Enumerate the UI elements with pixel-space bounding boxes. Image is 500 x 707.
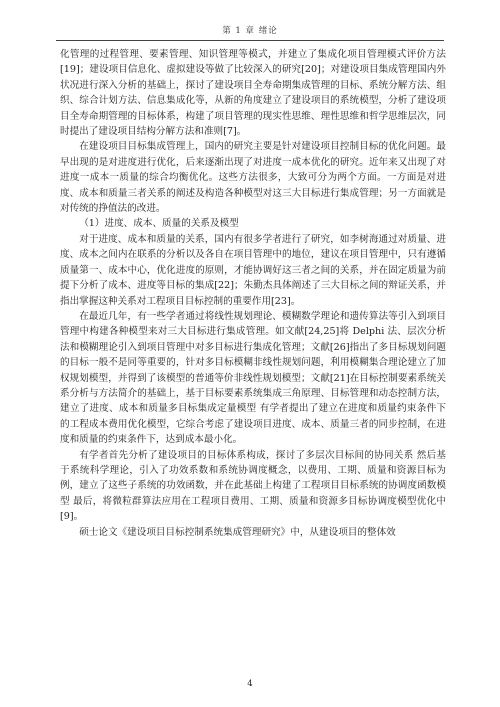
body-text (60, 47, 446, 540)
paragraph-5: 有学者首先分析了建设项目的目标体系构成，探讨了多层次目标间的协同关系 然后基于系统科学理论，引入了功效系数和系统协调度概念，以费用、工期、质量和资源目标为例，建立了这些子系统的功效函数，并在此基础上构建了工程项目目标系统的协调度函数模型 最后，将微粒群算法应用在工程项目费用、工期、质量和资源多目标协调度模型优化中[9]。 (60, 449, 446, 523)
paragraph-6: 硕士论文《建设项目目标控制系统集成管理研究》中，从建设项目的整体效 (79, 526, 396, 538)
header-rule (56, 40, 444, 41)
running-header: 第 1 章 绪论 (222, 26, 278, 36)
paragraph-1: 化管理的过程管理、要素管理、知识管理等模式，并建立了集成化项目管理模式评价方法[19]；建设项目信息化、虚拟建设等做了比较深入的研究[20]；对建设项目集成管理国内外状况进行深入分析的基础上，探讨了建设项目全寿命期集成管理的目标、系统分解方法、组织、综合计划方法、信息集成化等，从新的角度建立了建设项目的系统模型，分析了建设项目全寿命期管理的目标体系，构建了项目管理的现实性思维、理性思维和哲学思维层次，同时提出了建设项目结构分解方法和准则[7]。 (60, 49, 446, 138)
paragraph-3: 对于进度、成本和质量的关系，国内有很多学者进行了研究，如李树海通过对质量、进度、成本之间内在联系的分析以及各自在项目管理中的地位，建议在项目管理中，只有遵循质量第一、成本中心，优化进度的原则，才能协调好这三者之间的关系，并在固定质量为前提下分析了成本、进度等目标的集成[22]；朱勤杰具体阐述了三大目标之间的辩证关系，并指出掌握这种关系对工程项目目标控制的重要作用[23]。 (60, 233, 446, 307)
paragraph-2: 在建设项目目标集成管理上，国内的研究主要是针对建设项目控制目标的优化问题。最早出现的是对进度进行优化，后来逐渐出现了对进度一成本优化的研究。近年来又出现了对进度一成本一质量的综合均衡优化。这些方法很多，大致可分为两个方面。一方面是对进度、成本和质量三者关系的阐述及构造各种模型对这三大目标进行集成管理；另一方面就是对传统的挣值法的改进。 (60, 141, 446, 215)
page-number: 4 (247, 679, 253, 689)
section-heading: （1）进度、成本、质量的关系及模型 (79, 218, 239, 230)
paragraph-4: 在最近几年，有一些学者通过将线性规划理论、模糊数学理论和遗传算法等引入到项目管理中构建各种模型来对三大目标进行集成管理。如文献[24,25]将 Delphi 法、层次分析法和模糊理论引入到项目管理中对多目标进行集成化管理；文献[26]指出了多目标规划问题的目标一般不是同等重要的，针对多目标模糊非线性规划问题，利用模糊集合理论建立了加权规划模型，并得到了该模型的普通等价非线性规划模型；文献[21]在目标控制要素系统关系分析与方法简介的基础上，基于目标要素系统集成三角原理、目标管理和动态控制方法，建立了进度、成本和质量多目标集成定量模型 有学者提出了建立在进度和质量约束条件下的工程成本费用优化模型，它综合考虑了建设项目进度、成本、质量三者的同步控制，在进度和质量的约束条件下，达到成本最小化。 (60, 310, 446, 446)
